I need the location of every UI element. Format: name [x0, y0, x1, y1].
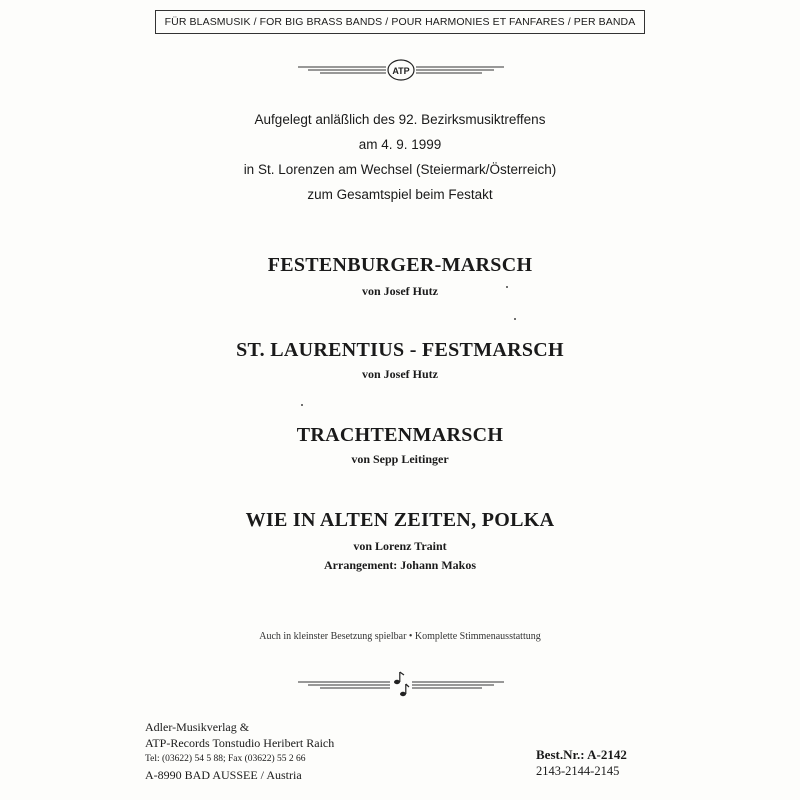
- publisher-line-1: Adler-Musikverlag &: [145, 720, 250, 734]
- intro-line-3: in St. Lorenzen am Wechsel (Steiermark/Österreich): [243, 162, 557, 177]
- piece-1-title: FESTENBURGER-MARSCH: [267, 254, 533, 276]
- atp-logo-ornament: [296, 57, 506, 85]
- publisher-info: [145, 719, 334, 783]
- piece-2-composer: von Josef Hutz: [362, 367, 438, 381]
- piece-1-composer: von Josef Hutz: [362, 284, 438, 298]
- scan-speck: [506, 286, 508, 288]
- category-line: FÜR BLASMUSIK / FOR BIG BRASS BANDS / POUR HARMONIES ET FANFARES / PER BANDA: [164, 16, 636, 28]
- publisher-address: A-8990 BAD AUSSEE / Austria: [145, 768, 302, 782]
- order-number: Best.Nr.: A-2142: [536, 747, 627, 762]
- publisher-line-2: ATP-Records Tonstudio Heribert Raich: [145, 736, 335, 750]
- order-codes: 2143-2144-2145: [536, 764, 620, 778]
- category-header: [155, 10, 645, 34]
- piece-3-composer: von Sepp Leitinger: [351, 452, 449, 466]
- intro-block: [0, 107, 800, 207]
- piece-4-arrangement: Arrangement: Johann Makos: [324, 558, 476, 572]
- intro-line-2: am 4. 9. 1999: [358, 137, 442, 152]
- piece-4-composer: von Lorenz Traint: [353, 539, 447, 553]
- logo-text: ATP: [392, 66, 410, 76]
- publisher-phone: Tel: (03622) 54 5 88; Fax (03622) 55 2 66: [145, 754, 306, 764]
- music-note-ornament: [296, 670, 506, 702]
- intro-line-1: Aufgelegt anläßlich des 92. Bezirksmusiktreffens: [254, 112, 546, 127]
- edition-note: Auch in kleinster Besetzung spielbar • Komplette Stimmenausstattung: [259, 631, 541, 642]
- scan-speck: [514, 318, 516, 320]
- intro-line-4: zum Gesamtspiel beim Festakt: [307, 187, 493, 202]
- piece-3-title: TRACHTENMARSCH: [296, 424, 504, 446]
- piece-2-title: ST. LAURENTIUS - FESTMARSCH: [236, 339, 564, 361]
- piece-4-title: WIE IN ALTEN ZEITEN, POLKA: [245, 509, 555, 531]
- scan-speck: [301, 404, 303, 406]
- order-info: [536, 746, 627, 780]
